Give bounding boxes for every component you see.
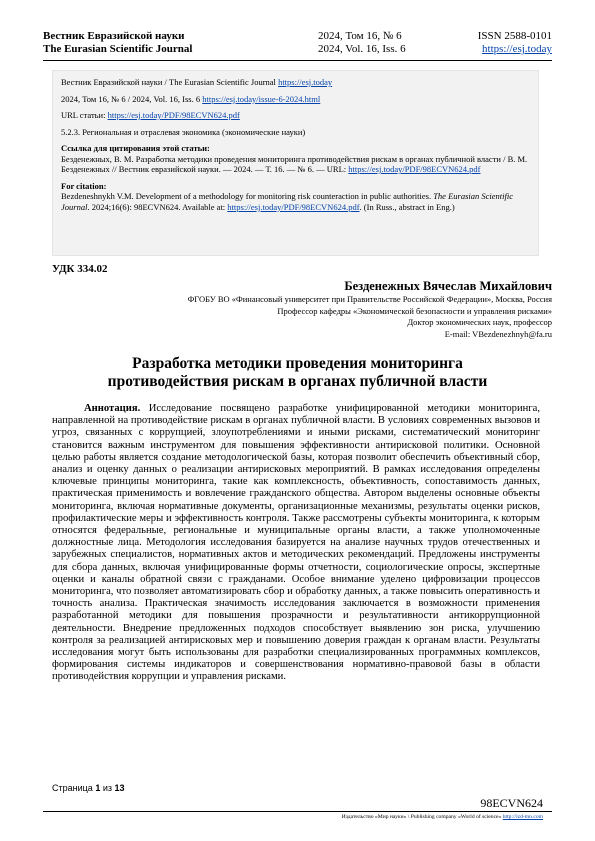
citation-ru xyxy=(61,154,530,175)
citation-en-heading: For citation: xyxy=(61,180,107,191)
citation-ru-link[interactable]: https://esj.today/PDF/98ECVN624.pdf xyxy=(348,164,481,174)
header-volume-ru: 2024, Том 16, № 6 xyxy=(318,30,402,42)
header-site-link[interactable]: https://esj.today xyxy=(482,43,552,55)
citation-en-text: Bezdeneshnykh V.M. Development of a methodology for monitoring risk counteraction in public authorities. xyxy=(61,191,432,201)
citation-en-details: . 2024;16(6): 98ECVN624. Available at: xyxy=(87,201,226,212)
header-issn-site xyxy=(478,30,552,56)
page-total: 13 xyxy=(114,783,125,793)
page-current: 1 xyxy=(95,783,101,793)
publisher-text: Издательство «Мир науки» \ Publishing company «World of science» xyxy=(341,814,502,820)
publisher-line xyxy=(342,814,543,820)
info-issue-text: 2024, Том 16, № 6 / 2024, Vol. 16, Iss. 6 xyxy=(61,93,201,104)
header-volume-en: 2024, Vol. 16, Iss. 6 xyxy=(318,43,406,55)
author-degree: Доктор экономических наук, профессор xyxy=(407,317,552,327)
publisher-link[interactable]: http://izd-mn.com xyxy=(502,814,543,820)
citation-en-journal: The Eurasian Scientific Journal xyxy=(61,191,513,212)
article-code: 98ECVN624 xyxy=(480,796,543,810)
info-specialty-line: 5.2.3. Региональная и отраслевая экономика (экономические науки) xyxy=(61,126,306,137)
footer-divider xyxy=(43,811,552,812)
article-title-line-1: Разработка методики проведения мониторинга xyxy=(132,355,463,372)
header-divider xyxy=(43,60,552,61)
author-position: Профессор кафедры «Экономической безопасности и управления рисками» xyxy=(277,305,552,316)
page-counter xyxy=(52,783,125,793)
header-volume xyxy=(318,30,406,56)
article-title xyxy=(43,355,552,391)
abstract-text: Исследование посвящено разработке унифицированной методики мониторинга, направленной на противодействие рискам в органах публичной власти. В условиях современных вызовов и угроз, связанных с коррупцией, злоупотреблениями и иными рисками, систематический мониторинг становится важным инструментом для повышения эффективности антирисковой политики. Основной целью работы является создание методологической базы, которая позволит обеспечить объективный сбор, анализ и оценку данных о реализации антирисковых мероприятий. В рамках исследования определены ключевые принципы мониторинга, такие как комплексность, объективность, сопоставимость данных, практическая применимость и вовлечение гражданского общества. Автором выделены основные объекты мониторинга, включая нормативные документы, организационные механизмы, результаты оценки рисков, профилактические меры и эффективность контроля. Также рассмотрены субъекты мониторинга, к которым относятся федеральные, региональные и муниципальные органы власти, а также уполномоченные должностные лица. Методология исследования базируется на анализе научных трудов отечественных и зарубежных специалистов, нормативных актов и методических рекомендаций. Предложены инструменты для сбора данных, включая унифицированные формы отчетности, социологические опросы, экспертные оценки и каналы обратной связи с гражданами. Особое внимание уделено цифровизации процессов мониторинга, что позволяет автоматизировать сбор и обработку данных, а также повысить оперативность и точность анализа. Практическая значимость исследования заключается в возможности применения разработанной методики для повышения прозрачности и результативности антикоррупционной деятельности. Внедрение предложенных подходов способствует выявлению зон риска, улучшению контроля за реализацией антирисковых мер и повышению доверия граждан к органам власти. Результаты исследования могут быть использованы для разработки специализированных программных комплексов, формирования системы индикаторов и совершенствования нормативно-правовой базы в области противодействия коррупции и управления рисками. xyxy=(52,403,540,683)
info-journal-link[interactable]: https://esj.today xyxy=(278,77,333,87)
author-name: Безденежных Вячеслав Михайлович xyxy=(344,279,552,293)
article-title-line-2: противодействия рискам в органах публичной власти xyxy=(107,373,488,390)
page-counter-prefix: Страница xyxy=(52,783,93,793)
citation-ru-text: Безденежных, В. М. Разработка методики проведения мониторинга противодействия рискам в органах публичной власти / В. М. Безденежных // Вестник евразийской науки. — 2024. — Т. 16. — № 6. — URL: xyxy=(61,153,528,174)
udk-code: УДК 334.02 xyxy=(52,263,108,275)
header-journal-titles xyxy=(43,30,192,56)
abstract-label: Аннотация. xyxy=(84,403,141,414)
citation-en-link[interactable]: https://esj.today/PDF/98ECVN624.pdf xyxy=(227,201,360,212)
abstract xyxy=(52,403,540,684)
header-journal-ru: Вестник Евразийской науки xyxy=(43,30,185,42)
info-article-link[interactable]: https://esj.today/PDF/98ECVN624.pdf xyxy=(107,110,240,120)
article-info-box xyxy=(52,70,539,256)
running-header xyxy=(43,30,552,58)
citation-ru-heading: Ссылка для цитирования этой статьи: xyxy=(61,143,210,153)
info-issue-line xyxy=(61,94,530,105)
info-url-line xyxy=(61,110,530,121)
author-affiliation: ФГОБУ ВО «Финансовый университет при Правительстве Российской Федерации», Москва, Россия xyxy=(187,294,552,304)
header-issn: ISSN 2588-0101 xyxy=(477,30,552,42)
author-block xyxy=(52,279,552,340)
page-counter-sep: из xyxy=(102,783,112,793)
header-journal-en: The Eurasian Scientific Journal xyxy=(43,43,193,55)
citation-en xyxy=(61,191,530,212)
citation-en-note: . (In Russ., abstract in Eng.) xyxy=(359,201,455,212)
info-issue-link[interactable]: https://esj.today/issue-6-2024.html xyxy=(202,93,321,104)
info-journal-line xyxy=(61,77,530,88)
info-journal-text: Вестник Евразийской науки / The Eurasian Scientific Journal xyxy=(61,77,276,87)
author-email: E-mail: VBezdenezhnyh@fa.ru xyxy=(444,328,552,339)
info-url-label: URL статьи: xyxy=(61,110,106,120)
